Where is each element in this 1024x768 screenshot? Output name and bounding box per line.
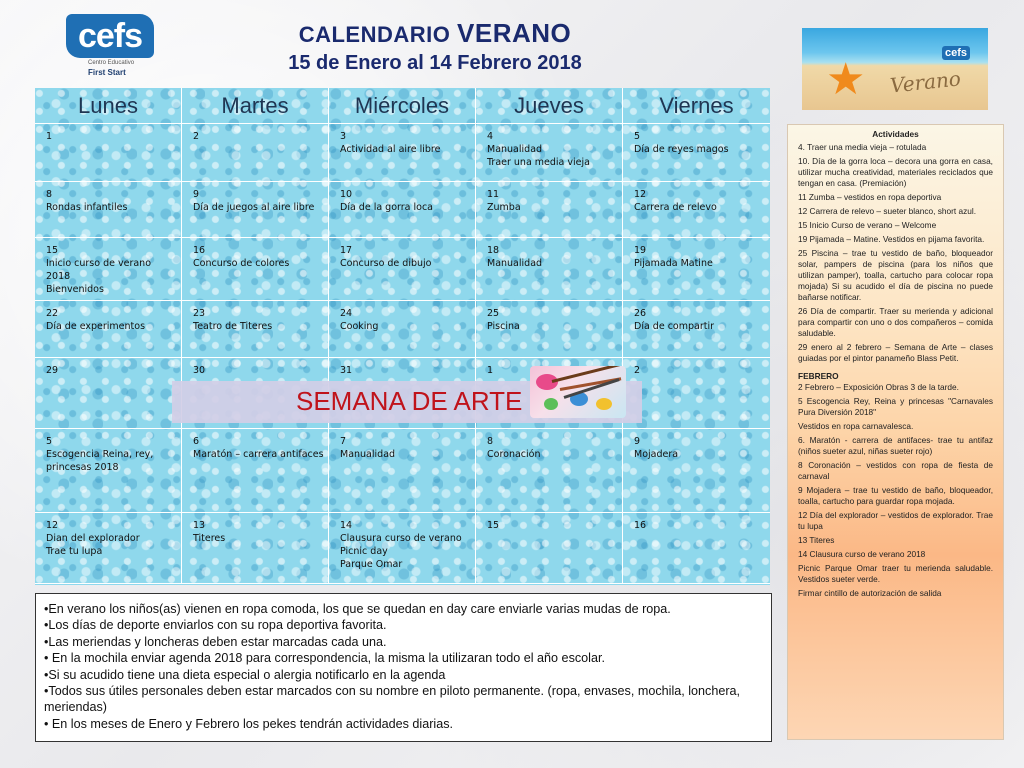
calendar-day-cell (182, 238, 329, 300)
day-number: 12 (46, 520, 59, 531)
february-activities (798, 382, 993, 599)
calendar-week-row (35, 182, 770, 238)
day-activity: Traer una media vieja (487, 157, 590, 168)
note-line: •Los días de deporte enviarlos con su ropa deportiva favorita. (44, 618, 387, 633)
day-number: 31 (340, 365, 353, 376)
january-activities (798, 142, 993, 364)
weekday-header: Jueves (476, 88, 623, 123)
day-number: 2 (193, 131, 200, 142)
calendar-day-cell (329, 513, 476, 583)
day-number: 25 (487, 308, 500, 319)
note-line: •En verano los niños(as) vienen en ropa comoda, los que se quedan en day care enviarle varias mudas de ropa. (44, 602, 671, 616)
weekday-header-row (35, 88, 770, 124)
day-number: 2 (634, 365, 641, 376)
day-number: 7 (340, 436, 347, 447)
day-activity: Mojadera (634, 449, 679, 460)
note-line: •Todos sus útiles personales deben estar marcados con su nombre en piloto permanente. (ropa, envases, mochila, lonchera, meriendas) (44, 684, 741, 715)
day-number: 6 (193, 436, 200, 447)
day-number: 1 (487, 365, 494, 376)
activity-item: 12 Día del explorador – vestidos de explorador. Trae tu lupa (798, 510, 993, 531)
day-number: 24 (340, 308, 353, 319)
activity-item: 8 Coronación – vestidos con ropa de fiesta de carnaval (798, 460, 993, 481)
activity-item: 5 Escogencia Rey, Reina y princesas "Carnavales Pura Diversión 2018" (798, 396, 993, 417)
day-activity: Titeres (193, 533, 226, 544)
calendar-day-cell (35, 301, 182, 357)
day-activity: Trae tu lupa (46, 546, 103, 557)
day-activity: Manualidad (340, 449, 396, 460)
day-number: 12 (634, 189, 647, 200)
day-number: 26 (634, 308, 647, 319)
calendar-day-cell (35, 358, 182, 428)
day-activity: Concurso de colores (193, 258, 290, 269)
day-number: 9 (193, 189, 200, 200)
day-number: 17 (340, 245, 353, 256)
calendar-day-cell (182, 513, 329, 583)
calendar-day-cell (623, 301, 770, 357)
activity-item: 12 Carrera de relevo – sueter blanco, short azul. (798, 206, 977, 216)
activity-item: 26 Día de compartir. Traer su merienda y adicional para compartir con uno o dos compañeros – comida saludable. (798, 306, 993, 338)
day-activity: Dian del explorador (46, 533, 140, 544)
day-number: 1 (46, 131, 53, 142)
calendar-day-cell (623, 238, 770, 300)
title-part-2: VERANO (457, 18, 572, 48)
calendar-day-cell (35, 513, 182, 583)
day-activity: Zumba (487, 202, 521, 213)
weekday-header: Lunes (35, 88, 182, 123)
day-number: 5 (46, 436, 53, 447)
day-activity: Manualidad (487, 144, 543, 155)
activity-item: 13 Titeres (798, 535, 835, 545)
day-number: 14 (340, 520, 353, 531)
day-activity: Inicio curso de verano 2018 (46, 258, 152, 282)
calendar-day-cell (35, 124, 182, 181)
day-number: 16 (634, 520, 647, 531)
day-number: 11 (487, 189, 500, 200)
day-activity: Pijamada Matine (634, 258, 713, 269)
calendar-day-cell (623, 358, 770, 428)
february-title: FEBRERO (798, 371, 839, 381)
day-number: 3 (340, 131, 347, 142)
day-activity: Manualidad (487, 258, 543, 269)
calendar-day-cell (476, 182, 623, 237)
calendar-day-cell (623, 182, 770, 237)
calendar-day-cell (623, 124, 770, 181)
day-activity: Teatro de Titeres (193, 321, 273, 332)
calendar-day-cell (476, 429, 623, 512)
day-number: 5 (634, 131, 641, 142)
activity-item: 19 Pijamada – Matine. Vestidos en pijama favorita. (798, 234, 985, 244)
day-activity: Clausura curso de verano (340, 533, 462, 544)
day-activity: Picnic day (340, 546, 388, 557)
day-activity: Piscina (487, 321, 520, 332)
title-part-1: CALENDARIO (298, 22, 451, 47)
calendar-day-cell (182, 429, 329, 512)
calendar-week-row (35, 429, 770, 513)
day-number: 4 (487, 131, 494, 142)
activities-sidebar (787, 124, 1004, 740)
calendar-day-cell (329, 238, 476, 300)
activity-item: 15 Inicio Curso de verano – Welcome (798, 220, 937, 230)
day-activity: Día de experimentos (46, 321, 146, 332)
activity-item: 6. Maratón - carrera de antifaces- trae tu antifaz (niños sueter azul, niñas sueter rojo) (798, 435, 993, 456)
calendar-day-cell (623, 513, 770, 583)
sidebar-title: Actividades (872, 129, 919, 139)
art-week-banner-text: SEMANA DE ARTE (296, 386, 523, 416)
logo-mark: cefs (66, 14, 154, 58)
day-number: 8 (46, 189, 53, 200)
day-number: 19 (634, 245, 647, 256)
day-activity: Día de juegos al aire libre (193, 202, 315, 213)
beach-logo: cefs (942, 46, 970, 60)
calendar-weeks (35, 124, 770, 584)
calendar-week-row (35, 301, 770, 358)
day-activity: Actividad al aire libre (340, 144, 441, 155)
notes-box (35, 593, 772, 742)
day-number: 29 (46, 365, 59, 376)
calendar-day-cell (623, 429, 770, 512)
page-subtitle: 15 de Enero al 14 Febrero 2018 (288, 52, 582, 74)
day-activity: Bienvenidos (46, 284, 104, 295)
calendar-grid (35, 88, 770, 585)
calendar-day-cell (329, 124, 476, 181)
day-activity: Día de la gorra loca (340, 202, 433, 213)
day-number: 18 (487, 245, 500, 256)
activity-item: Firmar cintillo de autorización de salida (798, 588, 942, 598)
day-number: 9 (634, 436, 641, 447)
calendar-day-cell (476, 124, 623, 181)
paint-palette-image (530, 366, 626, 418)
note-line: •Las meriendas y loncheras deben estar marcadas cada una. (44, 634, 387, 649)
activity-item: 29 enero al 2 febrero – Semana de Arte – clases guiadas por el pintor panameño Blass Petit. (798, 342, 993, 363)
day-activity: Día de reyes magos (634, 144, 729, 155)
starfish-icon: ★ (826, 55, 866, 104)
calendar-day-cell (476, 513, 623, 583)
logo-subtitle-2: First Start (88, 68, 126, 77)
activity-item: 14 Clausura curso de verano 2018 (798, 549, 926, 559)
day-activity: Carrera de relevo (634, 202, 717, 213)
day-number: 22 (46, 308, 59, 319)
note-line: • En los meses de Enero y Febrero los pekes tendrán actividades diarias. (44, 716, 454, 731)
day-number: 10 (340, 189, 353, 200)
weekday-header: Miércoles (329, 88, 476, 123)
beach-image (802, 28, 988, 110)
activity-item: 4. Traer una media vieja – rotulada (798, 142, 927, 152)
cefs-logo (66, 14, 158, 78)
activity-item: 25 Piscina – trae tu vestido de baño, bloqueador solar, pampers de piscina (para los niños que utilizan pamper), toalla, cartucho para colocar ropa mojada) Si su acudido el día de piscina no puede bañarse notificar. (798, 248, 993, 302)
activity-item: Vestidos en ropa carnavalesca. (798, 421, 914, 431)
calendar-week-row (35, 513, 770, 584)
day-activity: Escogencia Reina, rey, princesas 2018 (46, 449, 154, 473)
day-number: 8 (487, 436, 494, 447)
activity-item: 9 Mojadera – trae tu vestido de baño, bloqueador, toalla, cartucho para guardar ropa mojada. (798, 485, 993, 506)
day-number: 13 (193, 520, 206, 531)
day-activity: Coronación (487, 449, 541, 460)
activity-item: 10. Día de la gorra loca – decora una gorra en casa, utilizar mucha creatividad, materiales reciclados que tengan en casa. (Premiación) (798, 156, 993, 188)
calendar-day-cell (329, 182, 476, 237)
calendar-day-cell (329, 429, 476, 512)
logo-subtitle: Centro Educativo (88, 60, 135, 66)
calendar-day-cell (476, 301, 623, 357)
calendar-day-cell (329, 301, 476, 357)
calendar-day-cell (476, 238, 623, 300)
note-line: •Si su acudido tiene una dieta especial o alergia notificarlo en la agenda (44, 667, 446, 682)
calendar-week-row (35, 238, 770, 301)
activity-item: 2 Febrero – Exposición Obras 3 de la tarde. (798, 382, 959, 392)
day-number: 23 (193, 308, 206, 319)
note-line: • En la mochila enviar agenda 2018 para correspondencia, la misma la utilizaran todo el año escolar. (44, 651, 605, 666)
day-activity: Cooking (340, 321, 379, 332)
calendar-day-cell (35, 182, 182, 237)
calendar-day-cell (182, 124, 329, 181)
weekday-header: Martes (182, 88, 329, 123)
day-number: 16 (193, 245, 206, 256)
calendar-day-cell (182, 301, 329, 357)
activity-item: 11 Zumba – vestidos en ropa deportiva (798, 192, 942, 202)
calendar-week-row (35, 124, 770, 182)
calendar-day-cell (182, 182, 329, 237)
page-title (250, 18, 620, 49)
weekday-header: Viernes (659, 93, 734, 118)
beach-word: Verano (888, 66, 962, 98)
day-activity: Día de compartir (634, 321, 715, 332)
day-number: 30 (193, 365, 206, 376)
activity-item: Picnic Parque Omar traer tu merienda saludable. Vestidos sueter verde. (798, 563, 993, 584)
day-activity: Maratón – carrera antifaces (193, 449, 324, 460)
calendar-day-cell (35, 238, 182, 300)
day-activity: Parque Omar (340, 559, 403, 570)
day-number: 15 (487, 520, 500, 531)
day-activity: Concurso de dibujo (340, 258, 432, 269)
calendar-day-cell (35, 429, 182, 512)
day-number: 15 (46, 245, 59, 256)
day-activity: Rondas infantiles (46, 202, 128, 213)
